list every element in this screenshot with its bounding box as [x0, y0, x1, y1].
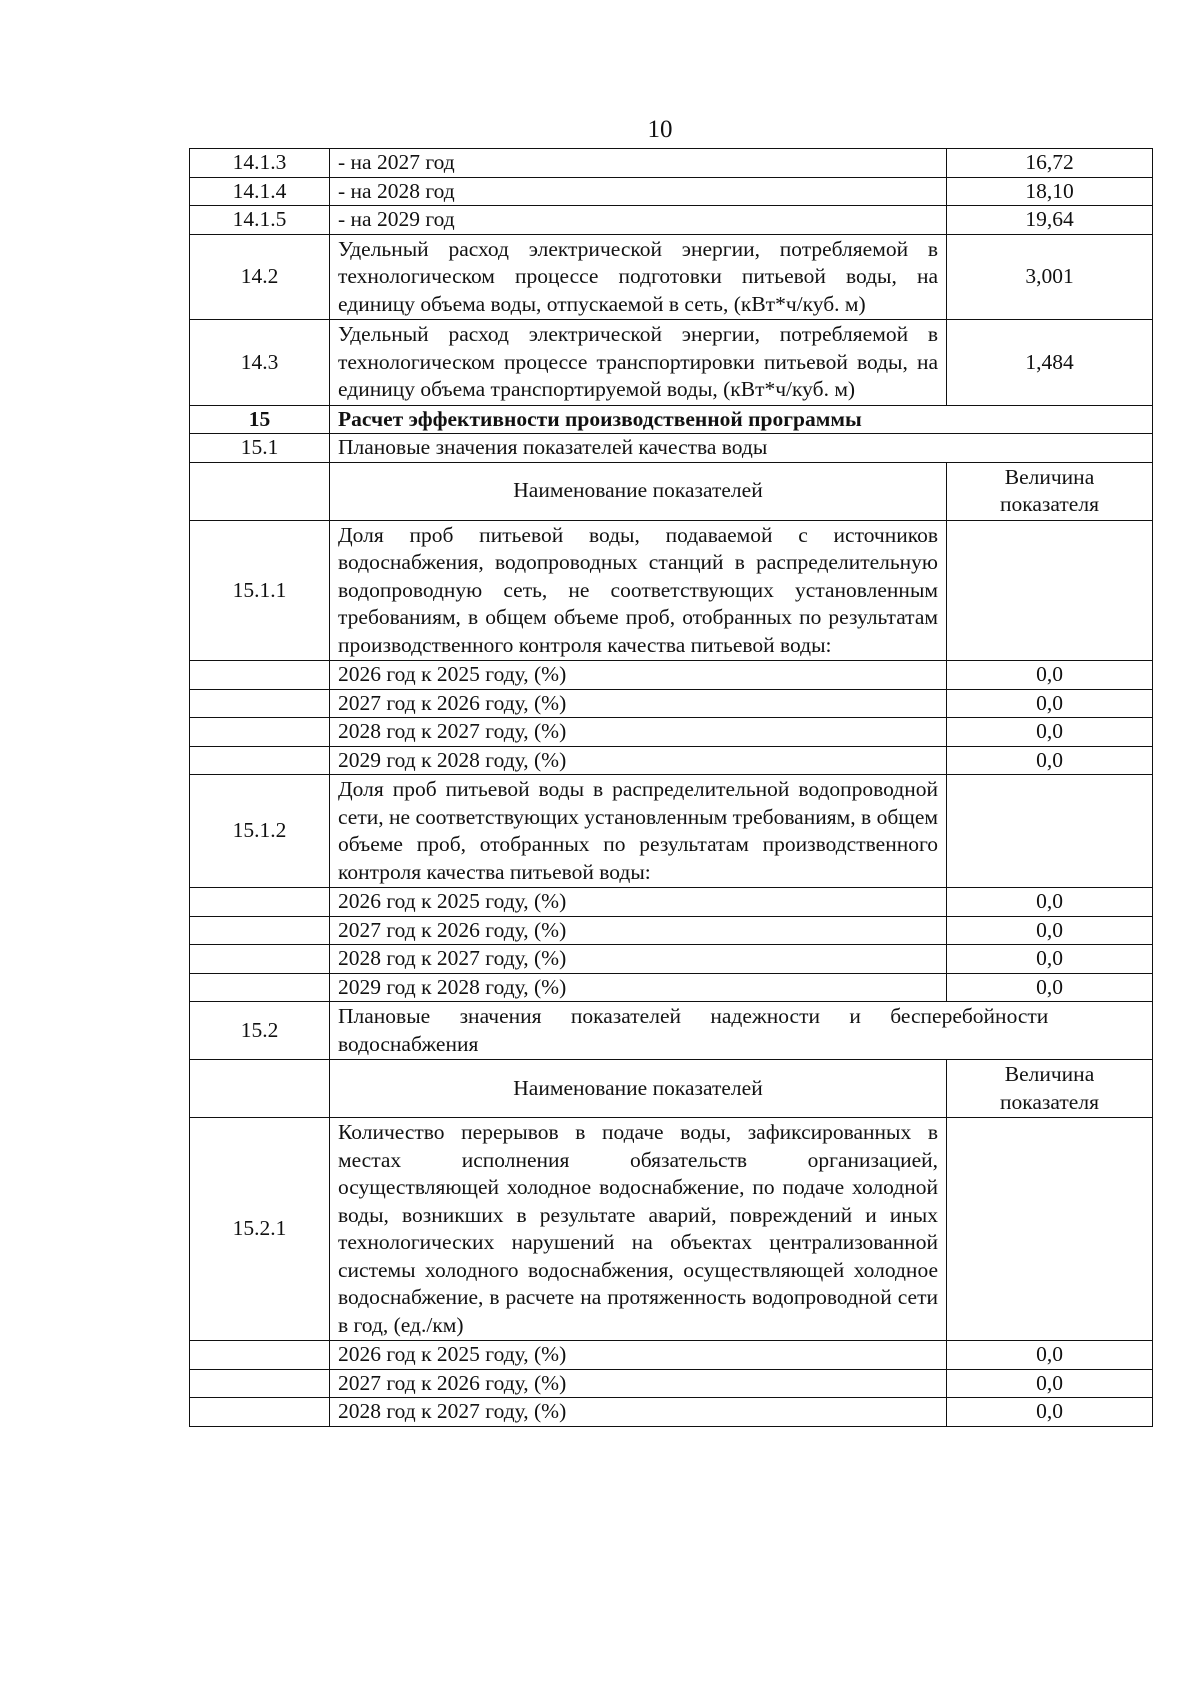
- row-number: 15.1.1: [190, 520, 330, 661]
- subsection-title-line-1: [338, 1003, 1144, 1031]
- empty-cell: [190, 462, 330, 520]
- row-text: 2026 год к 2025 году, (%): [330, 661, 947, 690]
- empty-cell: [947, 775, 1153, 888]
- row-value: 0,0: [947, 973, 1153, 1002]
- section-title: Расчет эффективности производственной программы: [330, 405, 1153, 434]
- empty-cell: [190, 1369, 330, 1398]
- row-number: 15.2.1: [190, 1118, 330, 1341]
- row-value: 0,0: [947, 718, 1153, 747]
- table-row: [190, 1118, 1153, 1341]
- table-row: [190, 945, 1153, 974]
- row-number: 14.1.5: [190, 206, 330, 235]
- empty-cell: [947, 1118, 1153, 1341]
- row-number: 14.3: [190, 320, 330, 406]
- empty-cell: [190, 888, 330, 917]
- empty-cell: [190, 1398, 330, 1427]
- row-text: 2029 год к 2028 году, (%): [330, 973, 947, 1002]
- empty-cell: [190, 746, 330, 775]
- empty-cell: [947, 520, 1153, 661]
- table-row: [190, 718, 1153, 747]
- column-header-value: Величина показателя: [947, 1060, 1153, 1118]
- subsection-title-line-2: водоснабжения: [338, 1031, 479, 1056]
- row-text: - на 2028 год: [330, 177, 947, 206]
- row-text: Доля проб питьевой воды в распределительной водопроводной сети, не соответствующих установленным требованиям, в общем объеме проб, отобранных по результатам производственного контроля качества питьевой воды:: [330, 775, 947, 888]
- row-value: 0,0: [947, 661, 1153, 690]
- row-value: 19,64: [947, 206, 1153, 235]
- table-row: [190, 1341, 1153, 1370]
- row-value: 16,72: [947, 149, 1153, 178]
- row-text: 2026 год к 2025 году, (%): [330, 888, 947, 917]
- table-header-row: [190, 1060, 1153, 1118]
- row-text: Удельный расход электрической энергии, потребляемой в технологическом процессе подготовки питьевой воды, на единицу объема воды, отпускаемой в сеть, (кВт*ч/куб. м): [330, 234, 947, 320]
- table-row: [190, 149, 1153, 178]
- section-heading-row: [190, 405, 1153, 434]
- row-value: 3,001: [947, 234, 1153, 320]
- table-row: [190, 206, 1153, 235]
- table-row: [190, 1398, 1153, 1427]
- table-row: [190, 520, 1153, 661]
- row-text: Доля проб питьевой воды, подаваемой с источников водоснабжения, водопроводных станций в распределительную водопроводную сеть, не соответствующих установленным требованиям, в общем объеме проб, отобранных по результатам производственного контроля качества питьевой воды:: [330, 520, 947, 661]
- table-row: [190, 1369, 1153, 1398]
- row-number: 14.1.4: [190, 177, 330, 206]
- column-header-name: Наименование показателей: [330, 462, 947, 520]
- subsection-title: Плановые значения показателей качества воды: [330, 434, 1153, 463]
- row-text: 2027 год к 2026 году, (%): [330, 1369, 947, 1398]
- row-text: 2027 год к 2026 году, (%): [330, 916, 947, 945]
- row-text: 2026 год к 2025 году, (%): [330, 1341, 947, 1370]
- table-row: [190, 177, 1153, 206]
- empty-cell: [190, 945, 330, 974]
- row-value: 0,0: [947, 689, 1153, 718]
- subsection-row: [190, 434, 1153, 463]
- row-value: 0,0: [947, 1341, 1153, 1370]
- table-row: [190, 320, 1153, 406]
- subsection-number: 15.2: [190, 1002, 330, 1060]
- row-number: 14.1.3: [190, 149, 330, 178]
- row-value: 0,0: [947, 916, 1153, 945]
- table-row: [190, 746, 1153, 775]
- table-row: [190, 661, 1153, 690]
- row-text: Удельный расход электрической энергии, потребляемой в технологическом процессе транспортировки питьевой воды, на единицу объема транспортируемой воды, (кВт*ч/куб. м): [330, 320, 947, 406]
- row-text: 2028 год к 2027 году, (%): [330, 718, 947, 747]
- subsection-number: 15.1: [190, 434, 330, 463]
- row-number: 14.2: [190, 234, 330, 320]
- row-value: 0,0: [947, 746, 1153, 775]
- empty-cell: [190, 1060, 330, 1118]
- row-text: 2028 год к 2027 году, (%): [330, 945, 947, 974]
- row-value: 1,484: [947, 320, 1153, 406]
- table-row: [190, 689, 1153, 718]
- empty-cell: [190, 689, 330, 718]
- row-text: 2027 год к 2026 году, (%): [330, 689, 947, 718]
- empty-cell: [190, 973, 330, 1002]
- empty-cell: [190, 718, 330, 747]
- subsection-title: [330, 1002, 1153, 1060]
- row-text: - на 2027 год: [330, 149, 947, 178]
- row-value: 0,0: [947, 888, 1153, 917]
- indicators-table: [189, 148, 1153, 1427]
- subsection-title-text: Плановые значения показателей надежности и бесперебойности: [338, 1004, 1049, 1028]
- row-value: 0,0: [947, 945, 1153, 974]
- row-text: - на 2029 год: [330, 206, 947, 235]
- row-value: 18,10: [947, 177, 1153, 206]
- table-row: [190, 916, 1153, 945]
- table-row: [190, 234, 1153, 320]
- row-value: 0,0: [947, 1369, 1153, 1398]
- table-row: [190, 973, 1153, 1002]
- section-number: 15: [190, 405, 330, 434]
- table-row: [190, 888, 1153, 917]
- subsection-row: [190, 1002, 1153, 1060]
- row-number: 15.1.2: [190, 775, 330, 888]
- empty-cell: [190, 661, 330, 690]
- table-row: [190, 775, 1153, 888]
- table-header-row: [190, 462, 1153, 520]
- page-number: 10: [647, 116, 673, 143]
- column-header-name: Наименование показателей: [330, 1060, 947, 1118]
- row-text: 2028 год к 2027 году, (%): [330, 1398, 947, 1427]
- row-text: Количество перерывов в подаче воды, зафиксированных в местах исполнения обязательств организацией, осуществляющей холодное водоснабжение, по подаче холодной воды, возникших в результате аварий, повреждений и иных технологических нарушений на объектах централизованной системы холодного водоснабжения, осуществляющей холодное водоснабжение, в расчете на протяженность водопроводной сети в год, (ед./км): [330, 1118, 947, 1341]
- empty-cell: [190, 916, 330, 945]
- row-text: 2029 год к 2028 году, (%): [330, 746, 947, 775]
- column-header-value: Величина показателя: [947, 462, 1153, 520]
- row-value: 0,0: [947, 1398, 1153, 1427]
- empty-cell: [190, 1341, 330, 1370]
